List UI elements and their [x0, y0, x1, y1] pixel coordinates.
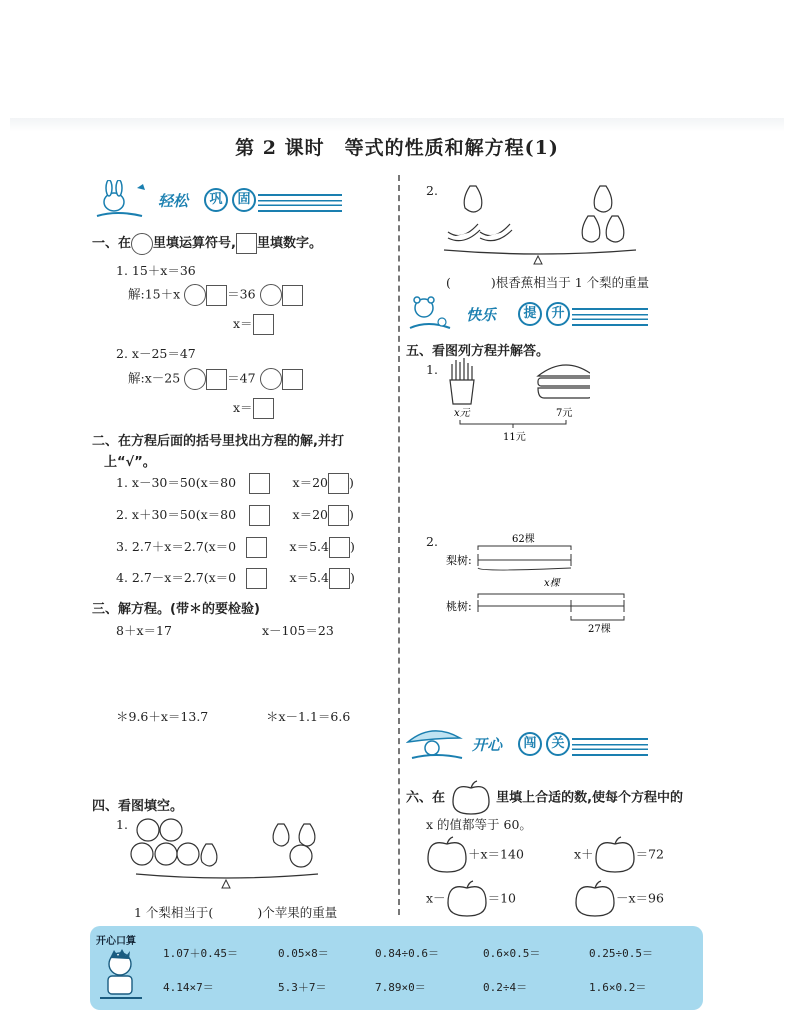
tree-count-diagram: [440, 530, 640, 642]
q2-item: 1. x－30＝50(x＝80 x＝20 ): [116, 473, 354, 494]
section-title-ring: 关: [546, 732, 570, 756]
section-banner-consolidate: [92, 180, 342, 220]
question-1-heading: 一、在 里填运算符号, 里填数字。: [92, 232, 322, 255]
q2-item: 2. x＋30＝50(x＝80 x＝20 ): [116, 505, 354, 526]
check-box[interactable]: [246, 568, 267, 589]
q5-number: 1.: [426, 362, 438, 377]
section-banner-improve: [406, 294, 648, 334]
question-2-heading: 二、在方程后面的括号里找出方程的解,并打: [92, 434, 344, 449]
mental-item: 7.89×0＝: [375, 981, 426, 994]
q3-equation: 8＋x＝17: [116, 623, 172, 638]
mental-item: 0.25÷0.5＝: [589, 947, 653, 960]
q6-equation: ＋x＝140: [426, 836, 524, 874]
mental-item: 1.07＋0.45＝: [163, 947, 238, 960]
decorative-lines: [258, 194, 342, 212]
apple-blank[interactable]: [574, 880, 616, 918]
answer-blank[interactable]: [253, 398, 274, 419]
check-box[interactable]: [328, 473, 349, 494]
mental-item: 4.14×7＝: [163, 981, 214, 994]
answer-blank[interactable]: [253, 314, 274, 335]
q1-answer-2: x＝: [233, 398, 274, 419]
q1-answer-1: x＝: [233, 314, 274, 335]
operator-blank[interactable]: [184, 284, 206, 306]
section-title-ring: 固: [232, 188, 256, 212]
section-title-ring: 巩: [204, 188, 228, 212]
question-4-heading: 四、看图填空。: [92, 799, 184, 814]
mental-item: 0.05×8＝: [278, 947, 329, 960]
check-box[interactable]: [328, 505, 349, 526]
number-blank[interactable]: [206, 285, 227, 306]
circle-blank-icon: [131, 233, 153, 255]
square-blank-icon: [236, 233, 257, 254]
operator-blank[interactable]: [260, 284, 282, 306]
question-6-condition: x 的值都等于 60。: [426, 817, 532, 832]
mental-item: 0.84÷0.6＝: [375, 947, 439, 960]
q2-item: 3. 2.7＋x＝2.7(x＝0 x＝5.4 ): [116, 537, 355, 558]
number-blank[interactable]: [282, 369, 303, 390]
operator-blank[interactable]: [260, 368, 282, 390]
cartoon-bird-icon: [406, 724, 466, 764]
check-box[interactable]: [329, 568, 350, 589]
cartoon-rabbit-icon: [92, 180, 152, 220]
unknown-count-label: x棵: [544, 578, 560, 589]
balance-bananas-pears-figure: [440, 180, 640, 268]
question-3-heading: 三、解方程。(带＊的要检验): [92, 602, 260, 617]
burger-price-label: 7元: [556, 408, 573, 419]
q1-problem-2: 2. x－25＝47: [116, 346, 196, 361]
cartoon-bear-icon: [406, 294, 462, 334]
q4-number: 2.: [426, 183, 438, 198]
check-box[interactable]: [246, 537, 267, 558]
q4-caption-2: ( )根香蕉相当于 1 个梨的重量: [446, 275, 650, 290]
section-title-text: 轻松: [158, 192, 189, 210]
total-price-label: 11元: [503, 432, 526, 443]
question-5-heading: 五、看图列方程并解答。: [406, 344, 550, 359]
q3-equation: ＊9.6＋x＝13.7: [116, 709, 209, 724]
q5-number: 2.: [426, 534, 438, 549]
q6-equation: －x＝96: [574, 880, 664, 918]
page-title: 第 2 课时 等式的性质和解方程(1): [235, 137, 559, 159]
check-box[interactable]: [249, 505, 270, 526]
apple-blank[interactable]: [594, 836, 636, 874]
mental-item: 0.6×0.5＝: [483, 947, 541, 960]
fries-price-label: x元: [454, 408, 470, 419]
q1-solve-1: 解:15＋x ＝36: [128, 284, 303, 306]
number-blank[interactable]: [282, 285, 303, 306]
question-2-heading-cont: 上“√”。: [104, 455, 156, 470]
section-banner-challenge: [406, 724, 648, 764]
difference-count-label: 27棵: [588, 624, 611, 635]
section-title-ring: 升: [546, 302, 570, 326]
decorative-lines: [572, 308, 648, 326]
cartoon-child-icon: [96, 948, 146, 1008]
balance-apples-pears-figure: [126, 812, 326, 898]
check-box[interactable]: [329, 537, 350, 558]
section-title-text: 开心: [472, 736, 503, 754]
mental-item: 0.2÷4＝: [483, 981, 528, 994]
decorative-lines: [572, 738, 648, 756]
top-band: [10, 118, 784, 132]
mental-item: 1.6×0.2＝: [589, 981, 647, 994]
q3-equation: ＊x－1.1＝6.6: [266, 709, 351, 724]
column-divider: [398, 175, 400, 915]
apple-blank[interactable]: [426, 836, 468, 874]
q1-solve-2: 解:x－25 ＝47: [128, 368, 303, 390]
mental-item: 5.3＋7＝: [278, 981, 327, 994]
q6-equation: x＋ ＝72: [574, 836, 664, 874]
pear-count-label: 62棵: [512, 534, 535, 545]
pear-tree-label: 梨树:: [446, 554, 472, 567]
mental-math-panel: [90, 926, 703, 1010]
number-blank[interactable]: [206, 369, 227, 390]
section-title-ring: 提: [518, 302, 542, 326]
q2-item: 4. 2.7－x＝2.7(x＝0 x＝5.4 ): [116, 568, 355, 589]
q6-equation: x－ ＝10: [426, 880, 516, 918]
fries-burger-figure: [440, 356, 590, 446]
q1-problem-1: 1. 15＋x＝36: [116, 263, 196, 278]
question-6-heading: 六、在 里填上合适的数,使每个方程中的: [406, 780, 683, 816]
mental-math-label: 开心口算: [96, 936, 136, 947]
section-title-text: 快乐: [466, 306, 497, 324]
apple-blank-icon: [450, 780, 492, 816]
operator-blank[interactable]: [184, 368, 206, 390]
section-title-ring: 闯: [518, 732, 542, 756]
peach-tree-label: 桃树:: [446, 600, 472, 613]
apple-blank[interactable]: [446, 880, 488, 918]
q3-equation: x－105＝23: [262, 623, 334, 638]
q4-number: 1.: [116, 817, 128, 832]
check-box[interactable]: [249, 473, 270, 494]
q4-caption-1: 1 个梨相当于( )个苹果的重量: [134, 905, 338, 920]
